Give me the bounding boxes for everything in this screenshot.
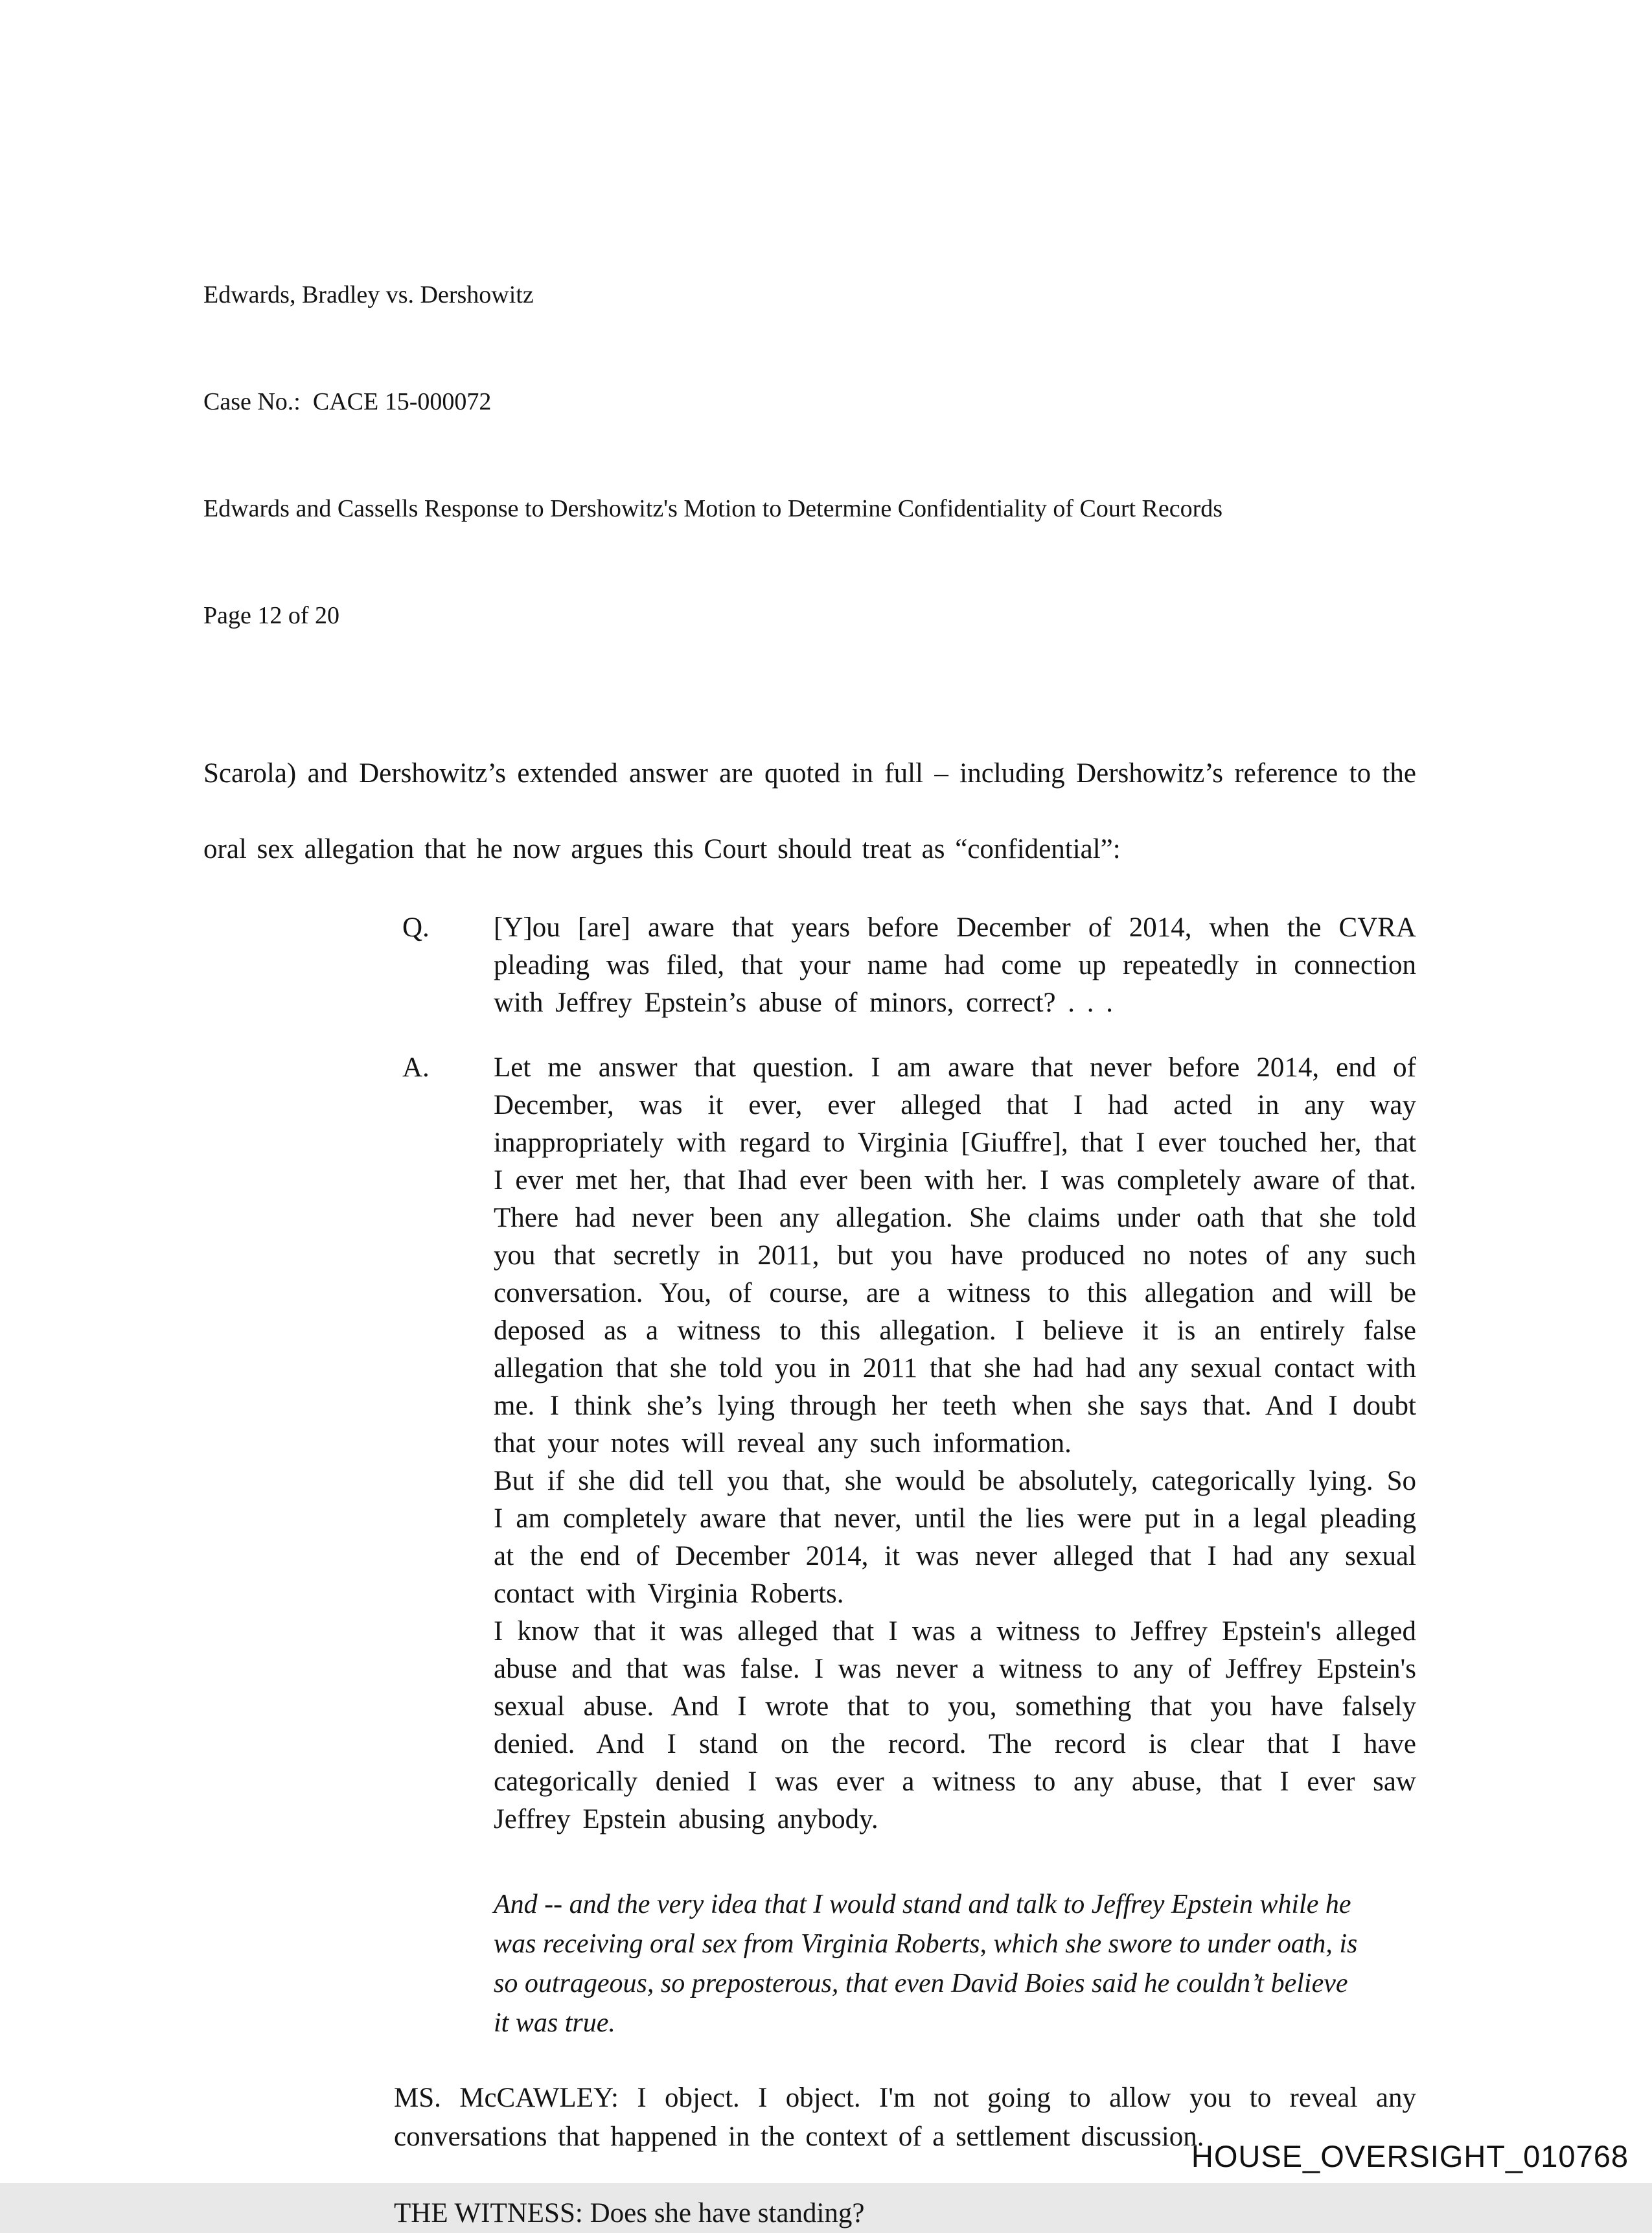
- answer-block: [402, 1049, 1416, 1838]
- intro-paragraph: Scarola) and Dershowitz’s extended answer are quoted in full – including Dershowitz’s reference to the oral sex allegation that he now argues this Court should treat as “confidential”:: [203, 758, 1416, 864]
- bates-stamp: HOUSE_OVERSIGHT_010768: [1191, 2139, 1629, 2173]
- question-block: [402, 909, 1416, 1022]
- mccawley-objection: MS. McCAWLEY: I object. I object. I'm not going to allow you to reveal any conversations that happened in the context of a settlement discussion.: [394, 2083, 1416, 2152]
- deposition-italic-quote: And -- and the very idea that I would stand and talk to Jeffrey Epstein while he was receiving oral sex from Virginia Roberts, which she swore to under oath, is so outrageous, so preposterous, that even David Boies said he couldn’t believe it was true.: [494, 1890, 1358, 2038]
- case-caption: Edwards, Bradley vs. Dershowitz: [203, 281, 534, 308]
- answer-paragraph-3: I know that it was alleged that I was a witness to Jeffrey Epstein's alleged abuse and that was false. I was never a witness to any of Jeffrey Epstein's sexual abuse. And I wrote that to you, something that you have falsely denied. And I stand on the record. The record is clear that I have categorically denied I was ever a witness to any abuse, that I ever saw Jeffrey Epstein abusing anybody.: [494, 1616, 1416, 1834]
- answer-paragraph-1: Let me answer that question. I am aware that never before 2014, end of December, was it ever, ever alleged that I had acted in any way inappropriately with regard to Virginia [Giuffre], that I ever touched her, that I ever met her, that Ihad ever been with her. I was completely aware of that. There had never been any allegation. She claims under oath that she told you that secretly in 2011, but you have produced no notes of any such conversation. You, of course, are a witness to this allegation and will be deposed as a witness to this allegation. I believe it is an entirely false allegation that she told you in 2011 that she had had any sexual contact with me. I think she’s lying through her teeth when she says that. And I doubt that your notes will reveal any such information.: [494, 1052, 1416, 1459]
- answer-label: A.: [402, 1052, 430, 1083]
- document-header: [203, 206, 1416, 705]
- answer-text: [494, 1049, 1416, 1838]
- page-number: Page 12 of 20: [203, 602, 340, 629]
- document-title: Edwards and Cassells Response to Dershowitz's Motion to Determine Confidentiality of Court Records: [203, 495, 1223, 522]
- answer-paragraph-2: But if she did tell you that, she would be absolutely, categorically lying. So I am completely aware that never, until the lies were put in a legal pleading at the end of December 2014, it was never alleged that I had any sexual contact with Virginia Roberts.: [494, 1466, 1416, 1609]
- question-text: [Y]ou [are] aware that years before December of 2014, when the CVRA pleading was filed, that your name had come up repeatedly in connection with Jeffrey Epstein’s abuse of minors, correct? . . .: [494, 912, 1416, 1018]
- question-label: Q.: [402, 912, 430, 943]
- case-number: Case No.: CACE 15-000072: [203, 388, 492, 415]
- witness-statement: THE WITNESS: Does she have standing?: [394, 2198, 865, 2228]
